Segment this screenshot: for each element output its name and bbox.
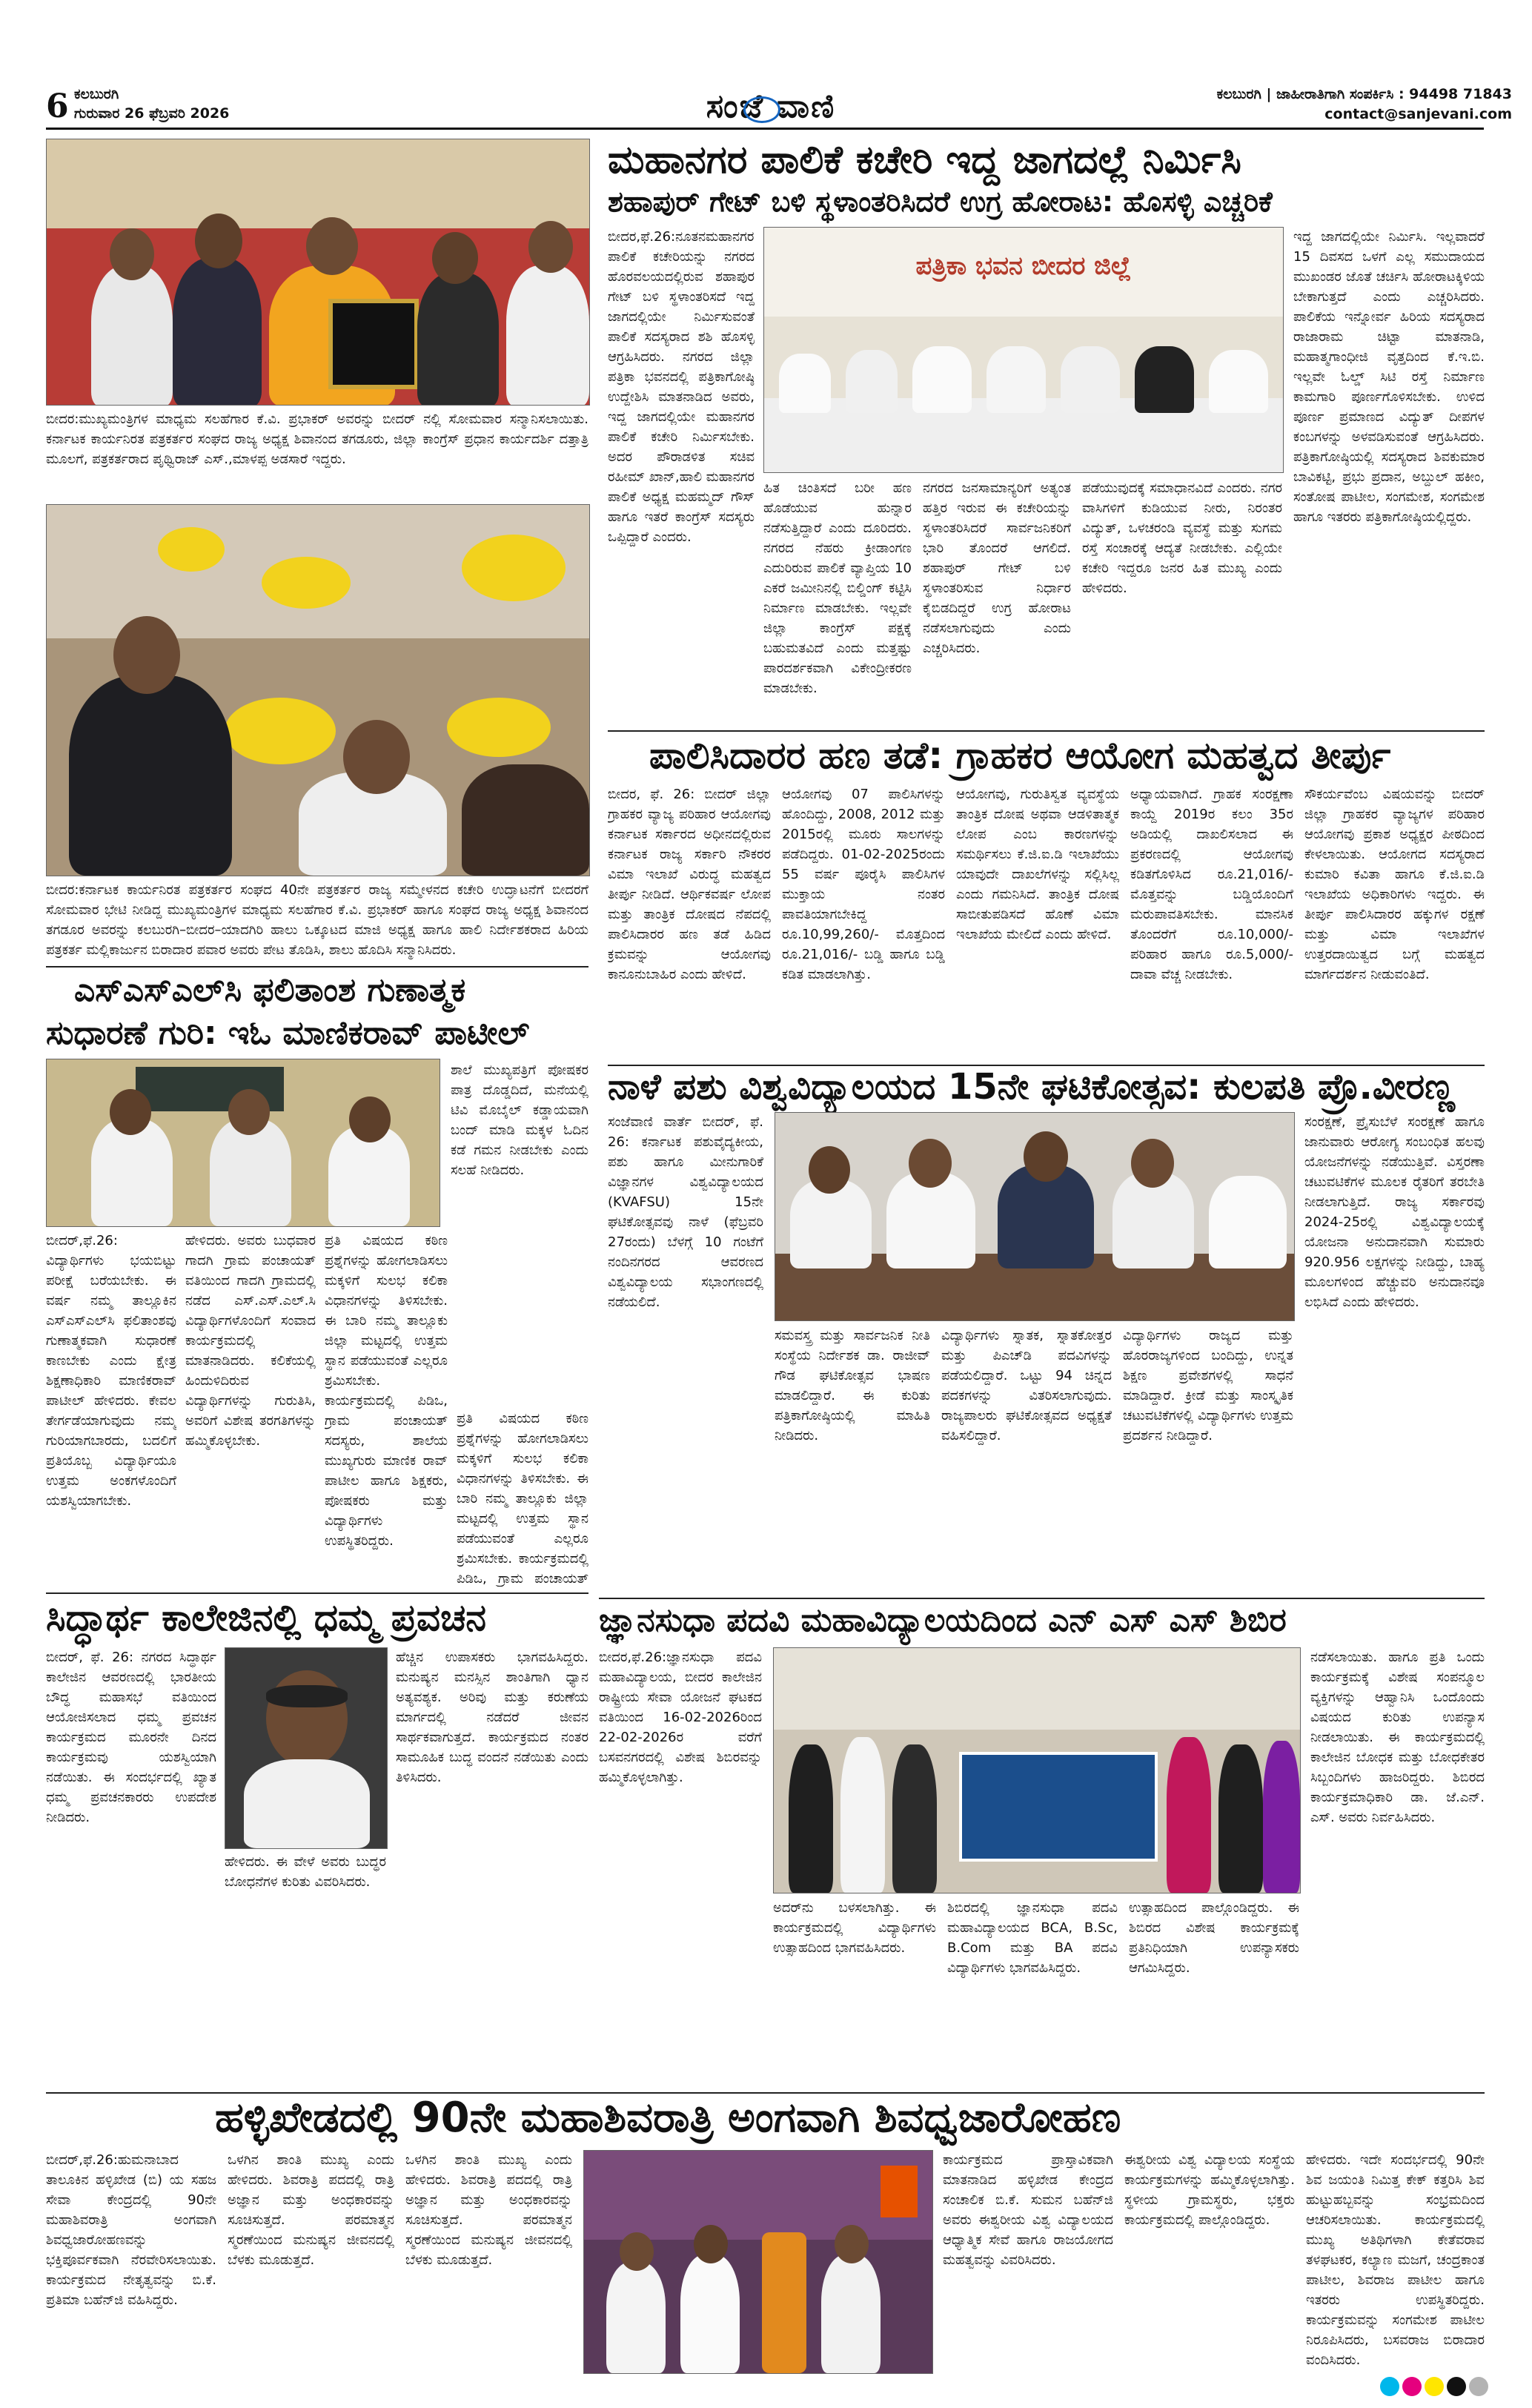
header-contact: ಕಲಬುರಗಿ | ಜಾಹೀರಾತಿಗಾಗಿ ಸಂಪರ್ಕಿಸಿ : 94498 71843 (1216, 86, 1512, 102)
reg-black-dot (1447, 2377, 1466, 2396)
photo-press-meet (763, 227, 1284, 473)
page-number: 6 (46, 87, 69, 125)
art1-headline: ಮಹಾನಗರ ಪಾಲಿಕೆ ಕಚೇರಿ ಇದ್ದ ಜಾಗದಲ್ಲೆ ನಿರ್ಮಿಸಿ (608, 138, 1241, 182)
masthead-logo-icon (743, 96, 780, 123)
art7-col-3: ಕಾರ್ಯಕ್ರಮದ ಪ್ರಾಸ್ತಾವಿಕವಾಗಿ ಮಾತನಾಡಿದ ಹಳ್ಳಿಖೇಡ ಕೇಂದ್ರದ ಸಂಚಾಲಿಕ ಬಿ.ಕೆ. ಸುಮನ ಬಹೆನ್‌ಜಿ ಅವರು ಈಶ್ವರೀಯ ವಿಶ್ವ ವಿದ್ಯಾಲಯದ ಆಧ್ಯಾತ್ಮಿಕ ಸೇವೆ ಹಾಗೂ ರಾಜಯೋಗದ ಮಹತ್ವವನ್ನು ವಿವರಿಸಿದರು. (943, 2152, 1113, 2268)
art1-subhead: ಶಹಾಪುರ್ ಗೇಟ್ ಬಳಿ ಸ್ಥಳಾಂತರಿಸಿದರೆ ಉಗ್ರ ಹೋರಾಟ: ಹೊಸಳ್ಳಿ ಎಚ್ಚರಿಕೆ (608, 185, 1273, 218)
art4-col-1: ಸಂಜೆವಾಣಿ ವಾರ್ತೆ ಬೀದರ್, ಫೆ. 26: ಕರ್ನಾಟಕ ಪಶುವೈದ್ಯಕೀಯ, ಪಶು ಹಾಗೂ ಮೀನುಗಾರಿಕೆ ವಿಜ್ಞಾನಗಳ ವಿಶ್ವವಿದ್ಯಾಲಯದ (KVAFSU) 15ನೇ ಘಟಿಕೋತ್ಸವವು ನಾಳೆ (ಫೆಬ್ರವರಿ 27ರಂದು) ಬೆಳಗ್ಗೆ 10 ಗಂಟೆಗೆ ನಂದಿನಗರದ ಆವರಣದ ವಿಶ್ವವಿದ್ಯಾಲಯ ಸಭಾಂಗಣದಲ್ಲಿ ನಡೆಯಲಿದೆ. (608, 1114, 763, 1310)
art4-col-2: ಸಮವಸ್ತ್ರ ಮತ್ತು ಸಾರ್ವಜನಿಕ ನೀತಿ ಸಂಸ್ಥೆಯ ನಿರ್ದೇಶಕ ಡಾ. ರಾಜೀವ್ ಗೌಡ ಘಟಿಕೋತ್ಸವ ಭಾಷಣ ಮಾಡಲಿದ್ದಾರೆ. ಈ ಕುರಿತು ಪತ್ರಿಕಾಗೋಷ್ಠಿಯಲ್ಲಿ ಮಾಹಿತಿ ನೀಡಿದರು. (775, 1328, 930, 1443)
art1-col-2: ಹಿತ ಚಿಂತಿಸದೆ ಬರೀ ಹಣ ಹೊಡೆಯುವ ಹುನ್ನಾರ ನಡೆಸುತ್ತಿದ್ದಾರೆ ಎಂದು ದೂರಿದರು. ನಗರದ ನೆಹರು ಕ್ರೀಡಾಂಗಣ ಎದುರಿರುವ ಪಾಲಿಕೆ ವ್ಯಾಪ್ತಿಯ 10 ಎಕರೆ ಜಮೀನಿನಲ್ಲಿ ಬಿಲ್ಡಿಂಗ್ ಕಟ್ಟಿಸಿ ನಿರ್ಮಾಣ ಮಾಡಬೇಕು. ಇಲ್ಲವೇ ಜಿಲ್ಲಾ ಕಾಂಗ್ರೆಸ್ ಪಕ್ಷಕ್ಕೆ ಬಹುಮತವಿದೆ ಎಂದು ಮತ್ತಷ್ಟು ಪಾರದರ್ಶಕವಾಗಿ ವಿಕೇಂದ್ರೀಕರಣ ಮಾಡಬೇಕು. (763, 480, 912, 696)
art6-headline: ಜ್ಞಾನಸುಧಾ ಪದವಿ ಮಹಾವಿದ್ಯಾಲಯದಿಂದ ಎನ್ ಎಸ್ ಎಸ್ ಶಿಬಿರ (599, 1601, 1287, 1639)
art1-col-1: ಬೀದರ,ಫೆ.26:ನೂತನಮಹಾನಗರ ಪಾಲಿಕೆ ಕಚೇರಿಯನ್ನು ನಗರದ ಹೊರವಲಯದಲ್ಲಿರುವ ಶಹಾಪುರ ಗೇಟ್ ಬಳಿ ಸ್ಥಳಾಂತರಿಸದೆ ಇದ್ದ ಜಾಗದಲ್ಲಿಯೇ ನಿರ್ಮಿಸುವಂತೆ ಪಾಲಿಕೆ ಸದಸ್ಯರಾದ ಶಶಿ ಹೊಸಳ್ಳಿ ಆಗ್ರಹಿಸಿದರು. ನಗರದ ಜಿಲ್ಲಾ ಪತ್ರಿಕಾ ಭವನದಲ್ಲಿ ಪತ್ರಿಕಾಗೋಷ್ಠಿ ಉದ್ದೇಶಿಸಿ ಮಾತನಾಡಿದ ಅವರು, ಇದ್ದ ಜಾಗದಲ್ಲಿಯೇ ಮಹಾನಗರ ಪಾಲಿಕೆ ಕಚೇರಿ ನಿರ್ಮಿಸಬೇಕು. ಅದರ ಪೌರಾಡಳಿತ ಸಚಿವ ರಹೀಮ್ ಖಾನ್,ಹಾಲಿ ಮಹಾನಗರ ಪಾಲಿಕೆ ಅಧ್ಯಕ್ಷ ಮಹಮ್ಮದ್ ಗೌಸ್ ಹಾಗೂ ಇತರೆ ಕಾಂಗ್ರೆಸ್ ಸದಸ್ಯರು ಒಪ್ಪಿದ್ದಾರೆ ಎಂದರು. (608, 229, 755, 545)
rule-art3 (46, 966, 588, 968)
art6-col-1: ಬೀದರ,ಫೆ.26:ಜ್ಞಾನಸುಧಾ ಪದವಿ ಮಹಾವಿದ್ಯಾಲಯ, ಬೀದರ ಕಾಲೇಜಿನ ರಾಷ್ಟ್ರೀಯ ಸೇವಾ ಯೋಜನೆ ಘಟಕದ ವತಿಯಿಂದ 16-02-2026ರಿಂದ 22-02-2026ರ ವರೆಗೆ ಬಸವನಗರದಲ್ಲಿ ವಿಶೇಷ ಶಿಬಿರವನ್ನು ಹಮ್ಮಿಕೊಳ್ಳಲಾಗಿತ್ತು. (599, 1650, 762, 1785)
photo-vc-press (775, 1112, 1295, 1321)
art5-headline: ಸಿದ್ಧಾರ್ಥ ಕಾಲೇಜಿನಲ್ಲಿ ಧಮ್ಮ ಪ್ರವಚನ (46, 1596, 487, 1639)
art3-headline-2: ಸುಧಾರಣೆ ಗುರಿ: ಇಓ ಮಾಣಿಕರಾವ್ ಪಾಟೀಲ್ (46, 1014, 530, 1052)
art6-col-5: ನಡೆಸಲಾಯಿತು. ಹಾಗೂ ಪ್ರತಿ ಒಂದು ಕಾರ್ಯಕ್ರಮಕ್ಕೆ ವಿಶೇಷ ಸಂಪನ್ಮೂಲ ವ್ಯಕ್ತಿಗಳನ್ನು ಆಹ್ವಾನಿಸಿ ಒಂದೊಂದು ವಿಷಯದ ಕುರಿತು ಉಪನ್ಯಾಸ ನೀಡಲಾಯಿತು. ಈ ಕಾರ್ಯಕ್ರಮದಲ್ಲಿ ಕಾಲೇಜಿನ ಬೋಧಕ ಮತ್ತು ಬೋಧಕೇತರ ಸಿಬ್ಬಂದಿಗಳು ಹಾಜರಿದ್ದರು. ಶಿಬಿರದ ಕಾರ್ಯಕ್ರಮಾಧಿಕಾರಿ ಡಾ. ಜೆ.ಎನ್. ಎಸ್. ಅವರು ನಿರ್ವಹಿಸಿದರು. (1310, 1650, 1485, 1825)
reg-cyan-dot (1380, 2377, 1399, 2396)
reg-gray-dot (1469, 2377, 1488, 2396)
photo-nss-group (773, 1647, 1301, 1893)
art2-col-5: ಸೌಕರ್ಯವೆಂಬ ವಿಷಯವನ್ನು ಬೀದರ್ ಜಿಲ್ಲಾ ಗ್ರಾಹಕರ ವ್ಯಾಜ್ಯಗಳ ಪರಿಹಾರ ಆಯೋಗವು ಪ್ರಕಾಶ ಅಧ್ಯಕ್ಷರ ಪೀಠದಿಂದ ಕೇಳಲಾಯಿತು. ಆಯೋಗದ ಸದಸ್ಯರಾದ ಕುಮಾರಿ ಕವಿತಾ ಹಾಗೂ ಕೆ.ಜಿ.ಐ.ಡಿ ಇಲಾಖೆಯ ಅಧಿಕಾರಿಗಳು ಇದ್ದರು. ಈ ತೀರ್ಪು ಪಾಲಿಸಿದಾರರ ಹಕ್ಕುಗಳ ರಕ್ಷಣೆ ಮತ್ತು ವಿಮಾ ಇಲಾಖೆಗಳ ಉತ್ತರದಾಯಿತ್ವದ ಬಗ್ಗೆ ಮಹತ್ವದ ಮಾರ್ಗದರ್ಶನ ನೀಡುವಂತಿದೆ. (1304, 787, 1485, 982)
reg-yellow-dot (1425, 2377, 1444, 2396)
photo-shivaratri (583, 2150, 933, 2374)
art4-col-5: ಸಂರಕ್ಷಣೆ, ಪ್ರೈಸುಬೆಳೆ ಸಂರಕ್ಷಣೆ ಹಾಗೂ ಜಾನುವಾರು ಆರೋಗ್ಯ ಸಂಬಂಧಿತ ಹಲವು ಯೋಜನೆಗಳನ್ನು ನಡೆಯುತ್ತಿವೆ. ವಿಸ್ತರಣಾ ಚಟುವಟಿಕೆಗಳ ಮೂಲಕ ರೈತರಿಗೆ ತರಬೇತಿ ನೀಡಲಾಗುತ್ತಿದೆ. ರಾಜ್ಯ ಸರ್ಕಾರವು 2024-25ರಲ್ಲಿ ವಿಶ್ವವಿದ್ಯಾಲಯಕ್ಕೆ ಯೋಜನಾ ಅನುದಾನವಾಗಿ ಸುಮಾರು 920.956 ಲಕ್ಷಗಳನ್ನು ನೀಡಿದ್ದು, ಬಾಹ್ಯ ಮೂಲಗಳಿಂದ ಹೆಚ್ಚುವರಿ ಅನುದಾನವೂ ಲಭಿಸಿದೆ ಎಂದು ಹೇಳಿದರು. (1304, 1114, 1485, 1310)
art7-col-2: ಒಳಗಿನ ಶಾಂತಿ ಮುಖ್ಯ ಎಂದು ಹೇಳಿದರು. ಶಿವರಾತ್ರಿ ಪದದಲ್ಲಿ ರಾತ್ರಿ ಅಜ್ಞಾನ ಮತ್ತು ಅಂಧಕಾರವನ್ನು ಸೂಚಿಸುತ್ತದೆ. ಪರಮಾತ್ಮನ ಸ್ಮರಣೆಯಿಂದ ಮನುಷ್ಯನ ಜೀವನದಲ್ಲಿ ಬೆಳಕು ಮೂಡುತ್ತದೆ. (405, 2152, 572, 2268)
art7-col-5: ಹೇಳಿದರು. ಇದೇ ಸಂದರ್ಭದಲ್ಲಿ 90ನೇ ಶಿವ ಜಯಂತಿ ನಿಮಿತ್ತ ಕೇಕ್ ಕತ್ತರಿಸಿ ಶಿವ ಹುಟ್ಟುಹಬ್ಬವನ್ನು ಸಂಭ್ರಮದಿಂದ ಆಚರಿಸಲಾಯಿತು. ಕಾರ್ಯಕ್ರಮದಲ್ಲಿ ಮುಖ್ಯ ಅತಿಥಿಗಳಾಗಿ ಕೇತೆವರಾವ ತಳಘಟಕರ, ಕಲ್ಯಾಣ ಮಜಗೆ, ಚಂದ್ರಕಾಂತ ಪಾಟೀಲ, ಶಿವರಾಜ ಪಾಟೀಲ ಹಾಗೂ ಇತರರು ಉಪಸ್ಥಿತರಿದ್ದರು. ಕಾರ್ಯಕ್ರಮವನ್ನು ಸಂಗಮೇಶ ಪಾಟೀಲ ನಿರೂಪಿಸಿದರು, ಬಸವರಾಜ ಬಿರಾದಾರ ವಂದಿಸಿದರು. (1306, 2152, 1485, 2368)
photo-turban (46, 504, 590, 876)
art4-headline: ನಾಳೆ ಪಶು ವಿಶ್ವವಿದ್ಯಾಲಯದ 15ನೇ ಘಟಿಕೋತ್ಸವ: ಕುಲಪತಿ ಪ್ರೊ.ವೀರಣ್ಣ (608, 1066, 1455, 1108)
reg-magenta-dot (1402, 2377, 1422, 2396)
art6-col-3: ಶಿಬಿರದಲ್ಲಿ ಜ್ಞಾನಸುಧಾ ಪದವಿ ಮಹಾವಿದ್ಯಾಲಯದ BCA, B.Sc, B.Com ಮತ್ತು BA ಪದವಿ ವಿದ್ಯಾರ್ಥಿಗಳು ಭಾಗವಹಿಸಿದ್ದರು. (947, 1900, 1118, 1976)
art1-col-3: ನಗರದ ಜನಸಾಮಾನ್ಯರಿಗೆ ಅತ್ಯಂತ ಹತ್ತಿರ ಇರುವ ಈ ಕಚೇರಿಯನ್ನು ಸ್ಥಳಾಂತರಿಸಿದರೆ ಸಾರ್ವಜನಿಕರಿಗೆ ಭಾರಿ ತೊಂದರೆ ಆಗಲಿದೆ. ಶಹಾಪುರ್ ಗೇಟ್ ಬಳಿ ಸ್ಥಳಾಂತರಿಸುವ ನಿರ್ಧಾರ ಕೈಬಿಡದಿದ್ದರೆ ಉಗ್ರ ಹೋರಾಟ ನಡೆಸಲಾಗುವುದು ಎಂದು ಎಚ್ಚರಿಸಿದರು. (923, 480, 1071, 656)
art3-col-3: ಪ್ರತಿ ವಿಷಯದ ಕಠಿಣ ಪ್ರಶ್ನೆಗಳನ್ನು ಹೋಗಲಾಡಿಸಲು ಮಕ್ಕಳಿಗೆ ಸುಲಭ ಕಲಿಕಾ ವಿಧಾನಗಳನ್ನು ತಿಳಿಸಬೇಕು. ಈ ಬಾರಿ ನಮ್ಮ ತಾಲ್ಲೂಕು ಜಿಲ್ಲಾ ಮಟ್ಟದಲ್ಲಿ ಉತ್ತಮ ಸ್ಥಾನ ಪಡೆಯುವಂತೆ ಎಲ್ಲರೂ ಶ್ರಮಿಸಬೇಕು. ಕಾರ್ಯಕ್ರಮದಲ್ಲಿ ಪಿಡಿಒ, ಗ್ರಾಮ ಪಂಚಾಯತ್ ಸದಸ್ಯರು, ಶಾಲೆಯ ಮುಖ್ಯಗುರು ಮಾಣಿಕ ರಾವ್ ಪಾಟೀಲ ಹಾಗೂ ಶಿಕ್ಷಕರು, ಪೋಷಕರು ಮತ್ತು ವಿದ್ಯಾರ್ಥಿಗಳು ಉಪಸ್ಥಿತರಿದ್ದರು. (325, 1233, 448, 1549)
art2-col-1: ಬೀದರ, ಫೆ. 26: ಬೀದರ್ ಜಿಲ್ಲಾ ಗ್ರಾಹಕರ ವ್ಯಾಜ್ಯ ಪರಿಹಾರ ಆಯೋಗವು ಕರ್ನಾಟಕ ಸರ್ಕಾರದ ಅಧೀನದಲ್ಲಿರುವ ಕರ್ನಾಟಕ ರಾಜ್ಯ ಸರ್ಕಾರಿ ನೌಕರರ ವಿಮಾ ಇಲಾಖೆ ವಿರುದ್ಧ ಮಹತ್ವದ ತೀರ್ಪು ನೀಡಿದೆ. ಆರ್ಥಿಕವರ್ಷ ಲೋಪ ಮತ್ತು ತಾಂತ್ರಿಕ ದೋಷದ ನೆಪದಲ್ಲಿ ಪಾಲಿಸಿದಾರರ ಹಣ ತಡೆ ಹಿಡಿದ ಕ್ರಮವನ್ನು ಆಯೋಗವು ಕಾನೂನುಬಾಹಿರ ಎಂದು ಹೇಳಿದೆ. (608, 787, 771, 982)
masthead-title: ಸಂಜೆ ವಾಣಿ (706, 87, 836, 125)
art5-col-2: ಹೇಳಿದರು. ಈ ವೇಳೆ ಅವರು ಬುದ್ಧರ ಬೋಧನೆಗಳ ಕುರಿತು ವಿವರಿಸಿದರು. (225, 1854, 386, 1890)
photo-caption-1: ಬೀದರ:ಮುಖ್ಯಮಂತ್ರಿಗಳ ಮಾಧ್ಯಮ ಸಲಹೆಗಾರ ಕೆ.ವಿ. ಪ್ರಭಾಕರ್ ಅವರನ್ನು ಬೀದರ್ ನಲ್ಲಿ ಸೋಮವಾರ ಸನ್ಮಾನಿಸಲಾಯಿತು. ಕರ್ನಾಟಕ ಕಾರ್ಯನಿರತ ಪತ್ರಕರ್ತರ ಸಂಘದ ರಾಜ್ಯ ಅಧ್ಯಕ್ಷ ಶಿವಾನಂದ ತಗಡೂರು, ಜಿಲ್ಲಾ ಕಾಂಗ್ರೆಸ್ ಪ್ರಧಾನ ಕಾರ್ಯದರ್ಶಿ ದತ್ತಾತ್ರಿ ಮೂಲಗೆ, ಪತ್ರಕರ್ತರಾದ ಪೃಥ್ವಿರಾಜ್ ಎಸ್.,ಮಾಳಪ್ಪ ಅಡಸಾರೆ ಇದ್ದರು. (46, 411, 588, 467)
art6-col-4: ಉತ್ಸಾಹದಿಂದ ಪಾಲ್ಗೊಂಡಿದ್ದರು. ಈ ಶಿಬಿರದ ವಿಶೇಷ ಕಾರ್ಯಕ್ರಮಕ್ಕೆ ಪ್ರತಿನಿಧಿಯಾಗಿ ಉಪನ್ಯಾಸಕರು ಆಗಮಿಸಿದ್ದರು. (1129, 1900, 1299, 1976)
art3-headline-1: ಎಸ್‌ಎಸ್‌ಎಲ್‌ಸಿ ಫಲಿತಾಂಶ ಗುಣಾತ್ಮಕ (74, 971, 466, 1009)
photo-speaker (225, 1647, 388, 1849)
art2-headline: ಪಾಲಿಸಿದಾರರ ಹಣ ತಡೆ: ಗ್ರಾಹಕರ ಆಯೋಗ ಮಹತ್ವದ ತೀರ್ಪು (649, 734, 1391, 777)
art7-col-1: ಬೀದರ್,ಫೆ.26:ಹುಮನಾಬಾದ ತಾಲೂಕಿನ ಹಳ್ಳಿಖೇಡ (ಬಿ) ಯ ಸಹಜ ಸೇವಾ ಕೇಂದ್ರದಲ್ಲಿ 90ನೇ ಮಹಾಶಿವರಾತ್ರಿ ಅಂಗವಾಗಿ ಶಿವಧ್ವಜಾರೋಹಣವನ್ನು ಭಕ್ತಿಪೂರ್ವಕವಾಗಿ ನೆರವೇರಿಸಲಾಯಿತು. ಕಾರ್ಯಕ್ರಮದ ನೇತೃತ್ವವನ್ನು ಬಿ.ಕೆ. ಪ್ರತಿಮಾ ಬಹೆನ್‌ಜಿ ವಹಿಸಿದ್ದರು. (46, 2152, 216, 2308)
art3-side-text: ಶಾಲೆ ಮುಖ್ಯಪತ್ರಿಗೆ ಪೋಷಕರ ಪಾತ್ರ ದೊಡ್ಡದಿದೆ, ಮನೆಯಲ್ಲಿ ಟಿವಿ ಮೊಬೈಲ್ ಕಡ್ಡಾಯವಾಗಿ ಬಂದ್ ಮಾಡಿ ಮಕ್ಕಳ ಓದಿನ ಕಡೆ ಗಮನ ನೀಡಬೇಕು ಎಂದು ಸಲಹೆ ನೀಡಿದರು. (451, 1062, 588, 1178)
art7-headline: ಹಳ್ಳಿಖೇಡದಲ್ಲಿ 90ನೇ ಮಹಾಶಿವರಾತ್ರಿ ಅಂಗವಾಗಿ ಶಿವಧ್ವಜಾರೋಹಣ (215, 2094, 1121, 2142)
header-city: ಕಲಬುರಗಿ (74, 86, 119, 102)
art3-col-4: ಪ್ರತಿ ವಿಷಯದ ಕಠಿಣ ಪ್ರಶ್ನೆಗಳನ್ನು ಹೋಗಲಾಡಿಸಲು ಮಕ್ಕಳಿಗೆ ಸುಲಭ ಕಲಿಕಾ ವಿಧಾನಗಳನ್ನು ತಿಳಿಸಬೇಕು. ಈ ಬಾರಿ ನಮ್ಮ ತಾಲ್ಲೂಕು ಜಿಲ್ಲಾ ಮಟ್ಟದಲ್ಲಿ ಉತ್ತಮ ಸ್ಥಾನ ಪಡೆಯುವಂತೆ ಎಲ್ಲರೂ ಶ್ರಮಿಸಬೇಕು. ಕಾರ್ಯಕ್ರಮದಲ್ಲಿ ಪಿಡಿಒ, ಗ್ರಾಮ ಪಂಚಾಯತ್ (457, 1411, 588, 1587)
photo-banner-text: ಪತ್ರಿಕಾ ಭವನ ಬೀದರ ಜಿಲ್ಲೆ (915, 251, 1132, 281)
art5-col-3: ಹೆಚ್ಚಿನ ಉಪಾಸಕರು ಭಾಗವಹಿಸಿದ್ದರು. ಮನುಷ್ಯನ ಮನಸ್ಸಿನ ಶಾಂತಿಗಾಗಿ ಧ್ಯಾನ ಅತ್ಯವಶ್ಯಕ. ಅರಿವು ಮತ್ತು ಕರುಣೆಯ ಮಾರ್ಗದಲ್ಲಿ ನಡೆದರೆ ಜೀವನ ಸಾರ್ಥಕವಾಗುತ್ತದೆ. ಕಾರ್ಯಕ್ರಮದ ನಂತರ ಸಾಮೂಹಿಕ ಬುದ್ಧ ವಂದನೆ ನಡೆಯಿತು ಎಂದು ತಿಳಿಸಿದರು. (396, 1650, 588, 1785)
rule-art2 (608, 730, 1485, 732)
rule-art5 (46, 1592, 588, 1594)
art3-col-2: ಹೇಳಿದರು. ಅವರು ಬುಧವಾರ ಗಾದಗಿ ಗ್ರಾಮ ಪಂಚಾಯತ್ ವತಿಯಿಂದ ಗಾದಗಿ ಗ್ರಾಮದಲ್ಲಿ ನಡೆದ ಎಸ್.ಎಸ್.ಎಲ್.ಸಿ ವಿದ್ಯಾರ್ಥಿಗಳೊಂದಿಗೆ ಸಂವಾದ ಕಾರ್ಯಕ್ರಮದಲ್ಲಿ ಮಾತನಾಡಿದರು. ಕಲಿಕೆಯಲ್ಲಿ ಹಿಂದುಳಿದಿರುವ ವಿದ್ಯಾರ್ಥಿಗಳನ್ನು ಗುರುತಿಸಿ, ಅವರಿಗೆ ವಿಶೇಷ ತರಗತಿಗಳನ್ನು ಹಮ್ಮಿಕೊಳ್ಳಬೇಕು. (185, 1233, 316, 1449)
art1-col-5: ಇದ್ದ ಜಾಗದಲ್ಲಿಯೇ ನಿರ್ಮಿಸಿ. ಇಲ್ಲವಾದರೆ 15 ದಿವಸದ ಒಳಗೆ ಎಲ್ಲ ಸಮುದಾಯದ ಮುಖಂಡರ ಜೊತೆ ಚರ್ಚಿಸಿ ಹೋರಾಟಕ್ಕಿಳಿಯ ಬೇಕಾಗುತ್ತದೆ ಎಂದು ಎಚ್ಚರಿಸಿದರು. ಪಾಲಿಕೆಯ ಇನ್ನೋರ್ವ ಹಿರಿಯ ಸದಸ್ಯರಾದ ರಾಜಾರಾಮ ಚಿಟ್ಟಾ ಮಾತನಾಡಿ, ಮಹಾತ್ಮಗಾಂಧೀಜಿ ವೃತ್ತದಿಂದ ಕೆ.ಇ.ಬಿ. ಇಲ್ಲವೇ ಓಲ್ಡ್ ಸಿಟಿ ರಸ್ತೆ ನಿರ್ಮಾಣ ಕಾಮಗಾರಿ ಪೂರ್ಣಗೊಳಿಸಬೇಕು. ಉಳಿದ ಪೂರ್ಣ ಪ್ರಮಾಣದ ವಿದ್ಯುತ್ ದೀಪಗಳ ಕಂಬಗಳನ್ನು ಅಳವಡಿಸುವಂತೆ ಆಗ್ರಹಿಸಿದರು. ಪತ್ರಿಕಾಗೋಷ್ಠಿಯಲ್ಲಿ ಸದಸ್ಯರಾದ ಶಿವಕುಮಾರ ಬಾವಿಕಟ್ಟಿ, ಪ್ರಭು ಪ್ರದಾನ, ಅಬ್ದುಲ್ ಹಕೀಂ, ಸಂತೋಷ ಪಾಟೀಲ, ಸಂಗಮೇಶ, ಸಂಗಮೇಶ ಹಾಗೂ ಇತರರು ಪತ್ರಿಕಾಗೋಷ್ಠಿಯಲ್ಲಿದ್ದರು. (1293, 229, 1485, 525)
art7-col-4: ಈಶ್ವರೀಯ ವಿಶ್ವ ವಿದ್ಯಾಲಯ ಸಂಸ್ಥೆಯ ಕಾರ್ಯಕ್ರಮಗಳನ್ನು ಹಮ್ಮಿಕೊಳ್ಳಲಾಗಿತ್ತು. ಸ್ಥಳೀಯ ಗ್ರಾಮಸ್ಥರು, ಭಕ್ತರು ಕಾರ್ಯಕ್ರಮದಲ್ಲಿ ಪಾಲ್ಗೊಂಡಿದ್ದರು. (1124, 2152, 1295, 2228)
art2-col-3: ಆಯೋಗವು, ಗುರುತಿಸ್ವತ ವ್ಯವಸ್ಥೆಯ ತಾಂತ್ರಿಕ ದೋಷ ಅಥವಾ ಆಡಳಿತಾತ್ಮಕ ಲೋಪ ಎಂಬ ಕಾರಣಗಳನ್ನು ಸಮರ್ಥಿಸಲು ಕೆ.ಜಿ.ಐ.ಡಿ ಇಲಾಖೆಯು ಯಾವುದೇ ದಾಖಲೆಗಳನ್ನು ಸಲ್ಲಿಸಿಲ್ಲ ಎಂದು ಗಮನಿಸಿದೆ. ತಾಂತ್ರಿಕ ದೋಷ ಸಾಬೀತುಪಡಿಸದೆ ಹೊಣೆ ವಿಮಾ ಇಲಾಖೆಯ ಮೇಲಿದೆ ಎಂದು ಹೇಳಿದೆ. (956, 787, 1119, 942)
rule-art6 (599, 1598, 1485, 1599)
header-rule (46, 128, 1484, 130)
art2-col-2: ಆಯೋಗವು 07 ಪಾಲಿಸಿಗಳನ್ನು ಹೊಂದಿದ್ದು, 2008, 2012 ಮತ್ತು 2015ರಲ್ಲಿ ಮೂರು ಸಾಲಗಳನ್ನು ಪಡೆದಿದ್ದರು. 01-02-2025ರಂದು 55 ವರ್ಷ ಪೂರೈಸಿ ಪಾಲಿಸಿಗಳ ಮುಕ್ತಾಯ ನಂತರ ಪಾವತಿಯಾಗಬೇಕಿದ್ದ ರೂ.10,99,260/- ಮೊತ್ತದಿಂದ ರೂ.21,016/- ಬಡ್ಡಿ ಹಾಗೂ ಬಡ್ಡಿ ಕಡಿತ ಮಾಡಲಾಗಿತ್ತು. (782, 787, 945, 982)
art5-col-1: ಬೀದರ್, ಫೆ. 26: ನಗರದ ಸಿದ್ಧಾರ್ಥ ಕಾಲೇಜಿನ ಆವರಣದಲ್ಲಿ ಭಾರತೀಯ ಬೌದ್ಧ ಮಹಾಸಭೆ ವತಿಯಿಂದ ಆಯೋಜಿಸಲಾದ ಧಮ್ಮ ಪ್ರವಚನ ಕಾರ್ಯಕ್ರಮದ ಮೂರನೇ ದಿನದ ಕಾರ್ಯಕ್ರಮವು ಯಶಸ್ವಿಯಾಗಿ ನಡೆಯಿತು. ಈ ಸಂದರ್ಭದಲ್ಲಿ ಖ್ಯಾತ ಧಮ್ಮ ಪ್ರವಚನಕಾರರು ಉಪದೇಶ ನೀಡಿದರು. (46, 1650, 216, 1825)
art2-col-4: ಅಧ್ಯಾಯವಾಗಿದೆ. ಗ್ರಾಹಕ ಸಂರಕ್ಷಣಾ ಕಾಯ್ದೆ 2019ರ ಕಲಂ 35ರ ಅಡಿಯಲ್ಲಿ ದಾಖಲಿಸಲಾದ ಈ ಪ್ರಕರಣದಲ್ಲಿ ಆಯೋಗವು ಕಡಿತಗೊಳಿಸಿದ ರೂ.21,016/- ಮೊತ್ತವನ್ನು ಬಡ್ಡಿಯೊಂದಿಗೆ ಮರುಪಾವತಿಸಬೇಕು. ಮಾನಸಿಕ ತೊಂದರೆಗೆ ರೂ.10,000/- ಪರಿಹಾರ ಹಾಗೂ ರೂ.5,000/- ದಾವಾ ವೆಚ್ಚ ನೀಡಬೇಕು. (1130, 787, 1293, 982)
header-email[interactable]: contact@sanjevani.com (1324, 106, 1512, 122)
art6-col-2: ಅದರ್‌ನು ಬಳಸಲಾಗಿತ್ತು. ಈ ಕಾರ್ಯಕ್ರಮದಲ್ಲಿ ವಿದ್ಯಾರ್ಥಿಗಳು ಉತ್ಸಾಹದಿಂದ ಭಾಗವಹಿಸಿದರು. (773, 1900, 936, 1956)
art4-col-4: ವಿದ್ಯಾರ್ಥಿಗಳು ರಾಜ್ಯದ ಮತ್ತು ಹೊರರಾಜ್ಯಗಳಿಂದ ಬಂದಿದ್ದು, ಉನ್ನತ ಶಿಕ್ಷಣ ಪ್ರವೇಶಗಳಲ್ಲಿ ಸಾಧನೆ ಮಾಡಿದ್ದಾರೆ. ಕ್ರೀಡೆ ಮತ್ತು ಸಾಂಸ್ಕೃತಿಕ ಚಟುವಟಿಕೆಗಳಲ್ಲಿ ವಿದ್ಯಾರ್ಥಿಗಳು ಉತ್ತಮ ಪ್ರದರ್ಶನ ನೀಡಿದ್ದಾರೆ. (1123, 1328, 1293, 1443)
photo-sslc (46, 1059, 440, 1227)
photo-felicitation (46, 139, 590, 406)
art3-col-1: ಬೀದರ್,ಫೆ.26: ವಿದ್ಯಾರ್ಥಿಗಳು ಭಯಬಿಟ್ಟು ಪರೀಕ್ಷೆ ಬರೆಯಬೇಕು. ಈ ವರ್ಷ ನಮ್ಮ ತಾಲ್ಲೂಕಿನ ಎಸ್‌ಎಸ್‌ಎಲ್‌ಸಿ ಫಲಿತಾಂಶವು ಗುಣಾತ್ಮಕವಾಗಿ ಸುಧಾರಣೆ ಕಾಣಬೇಕು ಎಂದು ಕ್ಷೇತ್ರ ಶಿಕ್ಷಣಾಧಿಕಾರಿ ಮಾಣಿಕರಾವ್ ಪಾಟೀಲ್ ಹೇಳಿದರು. ಕೇವಲ ತೇರ್ಗಡೆಯಾಗುವುದು ನಮ್ಮ ಗುರಿಯಾಗಬಾರದು, ಬದಲಿಗೆ ಪ್ರತಿಯೊಬ್ಬ ವಿದ್ಯಾರ್ಥಿಯೂ ಉತ್ತಮ ಅಂಕಗಳೊಂದಿಗೆ ಯಶಸ್ವಿಯಾಗಬೇಕು. (46, 1233, 176, 1509)
art4-col-3: ವಿದ್ಯಾರ್ಥಿಗಳು ಸ್ನಾತಕ, ಸ್ನಾತಕೋತ್ತರ ಮತ್ತು ಪಿಎಚ್‌ಡಿ ಪದವಿಗಳನ್ನು ಪಡೆಯಲಿದ್ದಾರೆ. ಒಟ್ಟು 94 ಚಿನ್ನದ ಪದಕಗಳನ್ನು ವಿತರಿಸಲಾಗುವುದು. ರಾಜ್ಯಪಾಲರು ಘಟಿಕೋತ್ಸವದ ಅಧ್ಯಕ್ಷತೆ ವಹಿಸಲಿದ್ದಾರೆ. (941, 1328, 1112, 1443)
header-date: ಗುರುವಾರ 26 ಫೆಬ್ರವರಿ 2026 (74, 105, 230, 122)
art7-col-1b: ಒಳಗಿನ ಶಾಂತಿ ಮುಖ್ಯ ಎಂದು ಹೇಳಿದರು. ಶಿವರಾತ್ರಿ ಪದದಲ್ಲಿ ರಾತ್ರಿ ಅಜ್ಞಾನ ಮತ್ತು ಅಂಧಕಾರವನ್ನು ಸೂಚಿಸುತ್ತದೆ. ಪರಮಾತ್ಮನ ಸ್ಮರಣೆಯಿಂದ ಮನುಷ್ಯನ ಜೀವನದಲ್ಲಿ ಬೆಳಕು ಮೂಡುತ್ತದೆ. (228, 2152, 394, 2268)
art1-col-4: ಪಡೆಯುವುದಕ್ಕೆ ಸಮಾಧಾನವಿದೆ ಎಂದರು. ನಗರ ವಾಸಿಗಳಿಗೆ ಕುಡಿಯುವ ನೀರು, ನಿರಂತರ ವಿದ್ಯುತ್, ಒಳಚರಂಡಿ ವ್ಯವಸ್ಥೆ ಮತ್ತು ಸುಗಮ ರಸ್ತೆ ಸಂಚಾರಕ್ಕೆ ಆದ್ಯತೆ ನೀಡಬೇಕು. ಎಲ್ಲಿಯೇ ಕಚೇರಿ ಇದ್ದರೂ ಜನರ ಹಿತ ಮುಖ್ಯ ಎಂದು ಹೇಳಿದರು. (1082, 480, 1282, 596)
photo-caption-2: ಬೀದರ:ಕರ್ನಾಟಕ ಕಾರ್ಯನಿರತ ಪತ್ರಕರ್ತರ ಸಂಘದ 40ನೇ ಪತ್ರಕರ್ತರ ರಾಜ್ಯ ಸಮ್ಮೇಳನದ ಕಚೇರಿ ಉದ್ಘಾಟನೆಗೆ ಬೀದರಗೆ ಸೋಮವಾರ ಭೇಟಿ ನೀಡಿದ್ದ ಮುಖ್ಯಮಂತ್ರಿಗಳ ಮಾಧ್ಯಮ ಸಲಹೆಗಾರ ಕೆ.ವಿ. ಪ್ರಭಾಕರ್ ಹಾಗೂ ಸಂಘದ ರಾಜ್ಯ ಅಧ್ಯಕ್ಷ ಶಿವಾನಂದ ತಗಡೂರ ಅವರನ್ನು ಕಲಬುರಗಿ–ಬೀದರ–ಯಾದಗಿರಿ ಹಾಲು ಒಕ್ಕೂಟದ ಮಾಜಿ ಅಧ್ಯಕ್ಷ ಹಾಗೂ ಹಾಲಿ ನಿರ್ದೇಶಕರಾದ ಹಿರಿಯ ಪತ್ರಕರ್ತ ಮಲ್ಲಿಕಾರ್ಜುನ ಬಿರಾದಾರ ಪವಾರ ಅವರು ಪೇಟ ತೊಡಿಸಿ, ಶಾಲು ಹೊದಿಸಿ ಸನ್ಮಾನಿಸಿದರು. (46, 882, 588, 958)
